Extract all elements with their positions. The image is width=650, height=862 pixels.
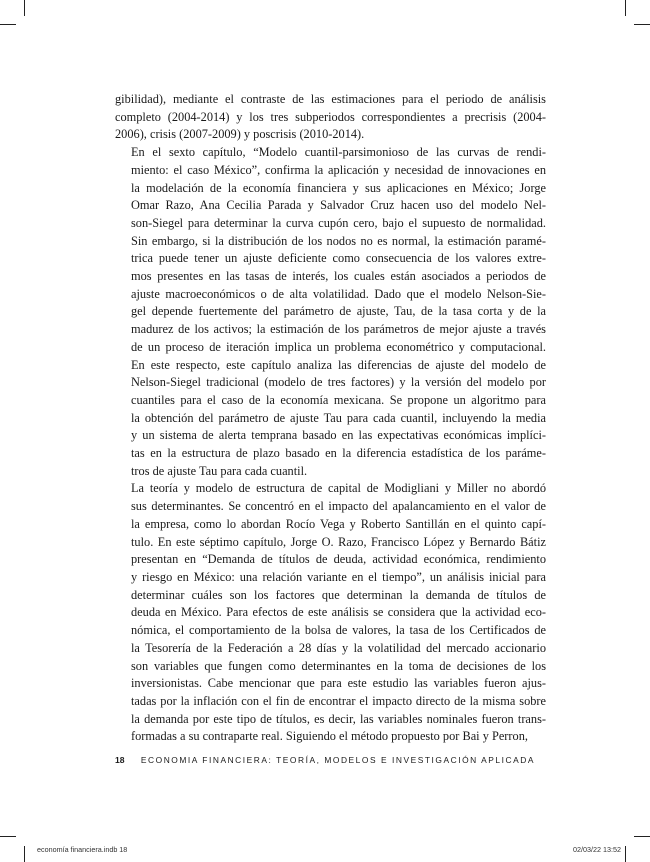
crop-mark-top-left-v <box>24 0 25 16</box>
text-line: En el sexto capítulo, “Modelo cuantil-parsimonioso de las curvas de rendi- <box>131 145 546 160</box>
text-line: y riesgo en México: una relación variante en el tiempo”, un análisis inicial para <box>131 569 546 584</box>
paragraph <box>115 91 546 144</box>
crop-mark-bottom-right-h <box>634 836 650 837</box>
text-line: trica puede tener un ajuste deficiente como consecuencia de los valores extre- <box>131 251 546 266</box>
text-line: la demanda por este tipo de títulos, es decir, las variables nominales fueron trans- <box>131 711 546 726</box>
text-line: mos presentes en las tasas de interés, los cuales están asociados a periodos de <box>131 269 546 284</box>
text-line: ajuste macroeconómicos o de alta volatilidad. Dado que el modelo Nelson-Sie- <box>131 286 546 301</box>
text-line: inversionistas. Cabe mencionar que para este estudio las variables fueron ajus- <box>131 676 546 691</box>
text-line: la obtención del parámetro de ajuste Tau para cada cuantil, incluyendo la media <box>131 410 546 425</box>
paragraph <box>115 144 546 480</box>
text-line: determinar cuáles son los factores que determinan la demanda de títulos de <box>131 587 546 602</box>
text-line: tulo. En este séptimo capítulo, Jorge O. Razo, Francisco López y Bernardo Bátiz <box>131 534 546 549</box>
text-line: tros de ajuste Tau para cada cuantil. <box>131 463 308 478</box>
page-footer <box>115 755 535 765</box>
text-line: nómica, el comportamiento de la bolsa de valores, la tasa de los Certificados de <box>131 623 546 638</box>
text-line: formadas a su contraparte real. Siguiendo el método propuesto por Bai y Perron, <box>131 729 528 744</box>
text-line: Omar Razo, Ana Cecilia Parada y Salvador Cruz hacen uso del modelo Nel- <box>131 198 546 213</box>
text-line: gel depende fuertemente del parámetro de ajuste, Tau, de la tasa corta y de la <box>131 304 546 319</box>
text-line: presentan en “Demanda de títulos de deuda, actividad económica, rendimiento <box>131 552 546 567</box>
crop-mark-top-left-h <box>0 24 16 25</box>
text-line: cuantiles para el caso de la economía mexicana. Se propone un algoritmo para <box>131 392 546 407</box>
text-line: tas en la estructura de plazo basado en la diferencia estadística de los paráme- <box>131 446 546 461</box>
text-line: La teoría y modelo de estructura de capital de Modigliani y Miller no abordó <box>131 481 546 496</box>
body-text <box>115 91 546 746</box>
page-number: 18 <box>115 755 125 765</box>
running-title: ECONOMIA FINANCIERA: TEORÍA, MODELOS E INVESTIGACIÓN APLICADA <box>140 755 535 765</box>
crop-mark-top-right-v <box>625 0 626 16</box>
text-line: gibilidad), mediante el contraste de las estimaciones para el periodo de análisis <box>115 92 546 106</box>
text-line: 2006), crisis (2007-2009) y poscrisis (2010-2014). <box>115 127 365 142</box>
text-line: y un sistema de alerta temprana basado en las expectativas económicas implíci- <box>131 428 546 443</box>
text-line: la empresa, como lo abordan Rocío Vega y Roberto Santillán en el quinto capí- <box>131 516 546 531</box>
text-line: de un proceso de iteración implica un problema econométrico y computacional. <box>131 339 546 354</box>
crop-mark-bottom-left-h <box>0 836 16 837</box>
slug-date: 02/03/22 13:52 <box>573 845 621 854</box>
text-line: En este respecto, este capítulo analiza las diferencias de ajuste del modelo de <box>131 357 546 372</box>
slug-file: economía financiera.indb 18 <box>37 845 128 854</box>
text-line: son-Siegel para determinar la curva cupón cero, bajo el supuesto de normalidad. <box>131 215 546 230</box>
text-line: Sin embargo, si la distribución de los nodos no es normal, la estimación paramé- <box>131 233 546 248</box>
text-line: miento: el caso México”, confirma la aplicación y necesidad de innovaciones en <box>131 162 546 177</box>
text-line: tadas por la inflación con el fin de encontrar el impacto directo de la misma sobre <box>131 693 546 708</box>
text-line: completo (2004-2014) y los tres subperiodos correspondientes a precrisis (2004- <box>115 109 546 124</box>
crop-mark-bottom-right-v <box>625 846 626 862</box>
text-line: deuda en México. Para efectos de este análisis se considera que la actividad eco- <box>131 605 546 620</box>
paragraph <box>115 480 546 746</box>
text-line: madurez de los activos; la estimación de los parámetros de mejor ajuste a través <box>131 322 546 337</box>
text-line: sus determinantes. Se concentró en el impacto del apalancamiento en el valor de <box>131 499 546 514</box>
crop-mark-bottom-left-v <box>24 846 25 862</box>
text-line: Nelson-Siegel tradicional (modelo de tres factores) y la versión del modelo por <box>131 375 546 390</box>
text-line: son variables que fungen como determinantes en la toma de decisiones de los <box>131 658 546 673</box>
crop-mark-top-right-h <box>634 24 650 25</box>
text-line: la modelación de la economía financiera y sus aplicaciones en México; Jorge <box>131 180 546 195</box>
text-line: la Tesorería de la Federación a 28 días y la volatilidad del mercado accionario <box>131 640 546 655</box>
